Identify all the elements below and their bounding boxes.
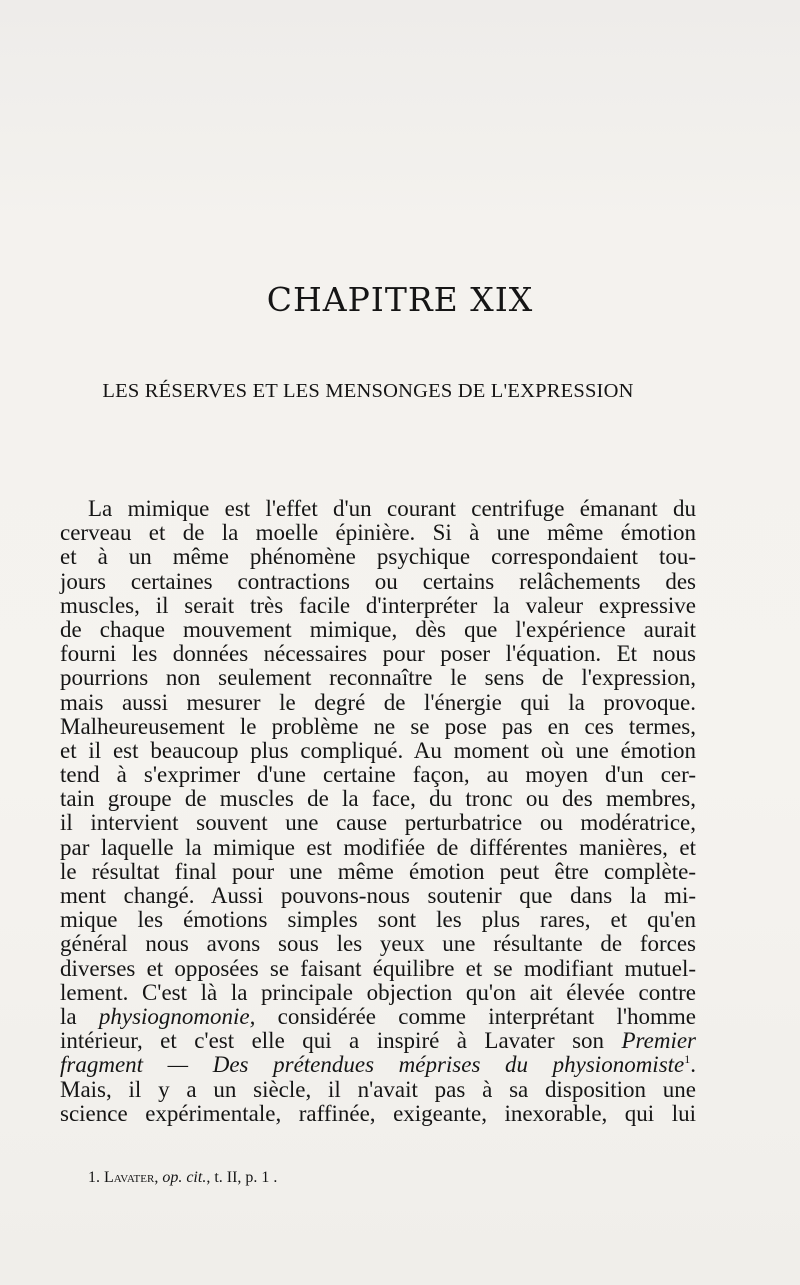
text-segment: intérieur, et c'est elle qui a inspiré à Lavater son xyxy=(60,1028,622,1054)
text-line xyxy=(60,1005,696,1029)
text-line: général nous avons sous les yeux une résultante de forces xyxy=(60,931,696,957)
text-line: de chaque mouvement mimique, dès que l'expérience aurait xyxy=(60,616,696,642)
text-line: mique les émotions simples sont les plus rares, et qu'en xyxy=(60,907,696,933)
text-line: diverses et opposées se faisant équilibre et se modifiant mutuel- xyxy=(60,955,696,981)
text-line: il intervient souvent une cause perturbatrice ou modératrice, xyxy=(60,810,696,836)
text-line: Mais, il y a un siècle, il n'avait pas à sa disposition une xyxy=(60,1076,696,1102)
footnote: 1. Lavater, op. cit., t. II, p. 1 . xyxy=(88,1169,278,1186)
text-line xyxy=(60,1029,696,1053)
text-line: mais aussi mesurer le degré de l'énergie qui la provoque. xyxy=(60,689,696,715)
text-line: La mimique est l'effet d'un courant centrifuge émanant du xyxy=(88,496,696,521)
text-line: muscles, il serait très facile d'interpréter la valeur expressive xyxy=(60,592,696,618)
text-segment: . xyxy=(690,1052,696,1078)
footnote-ref: 1 xyxy=(684,1052,691,1067)
text-line: et il est beaucoup plus compliqué. Au moment où une émotion xyxy=(60,737,696,763)
text-line xyxy=(60,1053,696,1077)
italic-title: fragment — Des prétendues méprises du physionomiste xyxy=(60,1052,685,1078)
text-line: Malheureusement le problème ne se pose pas en ces termes, xyxy=(60,713,696,739)
text-line: fourni les données nécessaires pour poser l'équation. Et nous xyxy=(60,641,696,667)
text-line: tend à s'exprimer d'une certaine façon, au moyen d'un cer- xyxy=(60,762,696,788)
footnote-ref-work: op. cit. xyxy=(162,1169,207,1186)
text-segment: la xyxy=(60,1003,99,1029)
text-line: jours certaines contractions ou certains relâchements des xyxy=(60,568,696,594)
footnote-number: 1. xyxy=(88,1169,100,1186)
footnote-author: Lavater xyxy=(104,1169,155,1186)
text-line: lement. C'est là la principale objection qu'on ait élevée contre xyxy=(60,979,696,1005)
text-line: science expérimentale, raffinée, exigeante, inexorable, qui lui xyxy=(60,1100,696,1126)
text-line: le résultat final pour une même émotion peut être complète- xyxy=(60,858,696,884)
section-title: LES RÉSERVES ET LES MENSONGES DE L'EXPRESSION xyxy=(102,380,634,402)
text-line: ment changé. Aussi pouvons-nous soutenir que dans la mi- xyxy=(60,883,696,908)
text-segment: considérée comme interprétant l'homme xyxy=(255,1003,696,1029)
chapter-title: CHAPITRE XIX xyxy=(266,280,534,319)
text-line: par laquelle la mimique est modifiée de différentes manières, et xyxy=(60,834,696,860)
text-line: pourrions non seulement reconnaître le sens de l'expression, xyxy=(60,665,696,691)
italic-title: Premier xyxy=(621,1028,696,1054)
text-line: cerveau et de la moelle épinière. Si à une même émotion xyxy=(60,520,696,546)
text-line: tain groupe de muscles de la face, du tronc ou des membres, xyxy=(60,786,696,812)
body-paragraph xyxy=(60,497,696,1126)
italic-term: physiognomonie, xyxy=(98,1003,256,1029)
footnote-rest: , t. II, p. 1 . xyxy=(206,1169,278,1186)
bleed-through xyxy=(60,62,710,78)
text-line: et à un même phénomène psychique correspondaient tou- xyxy=(60,544,696,570)
